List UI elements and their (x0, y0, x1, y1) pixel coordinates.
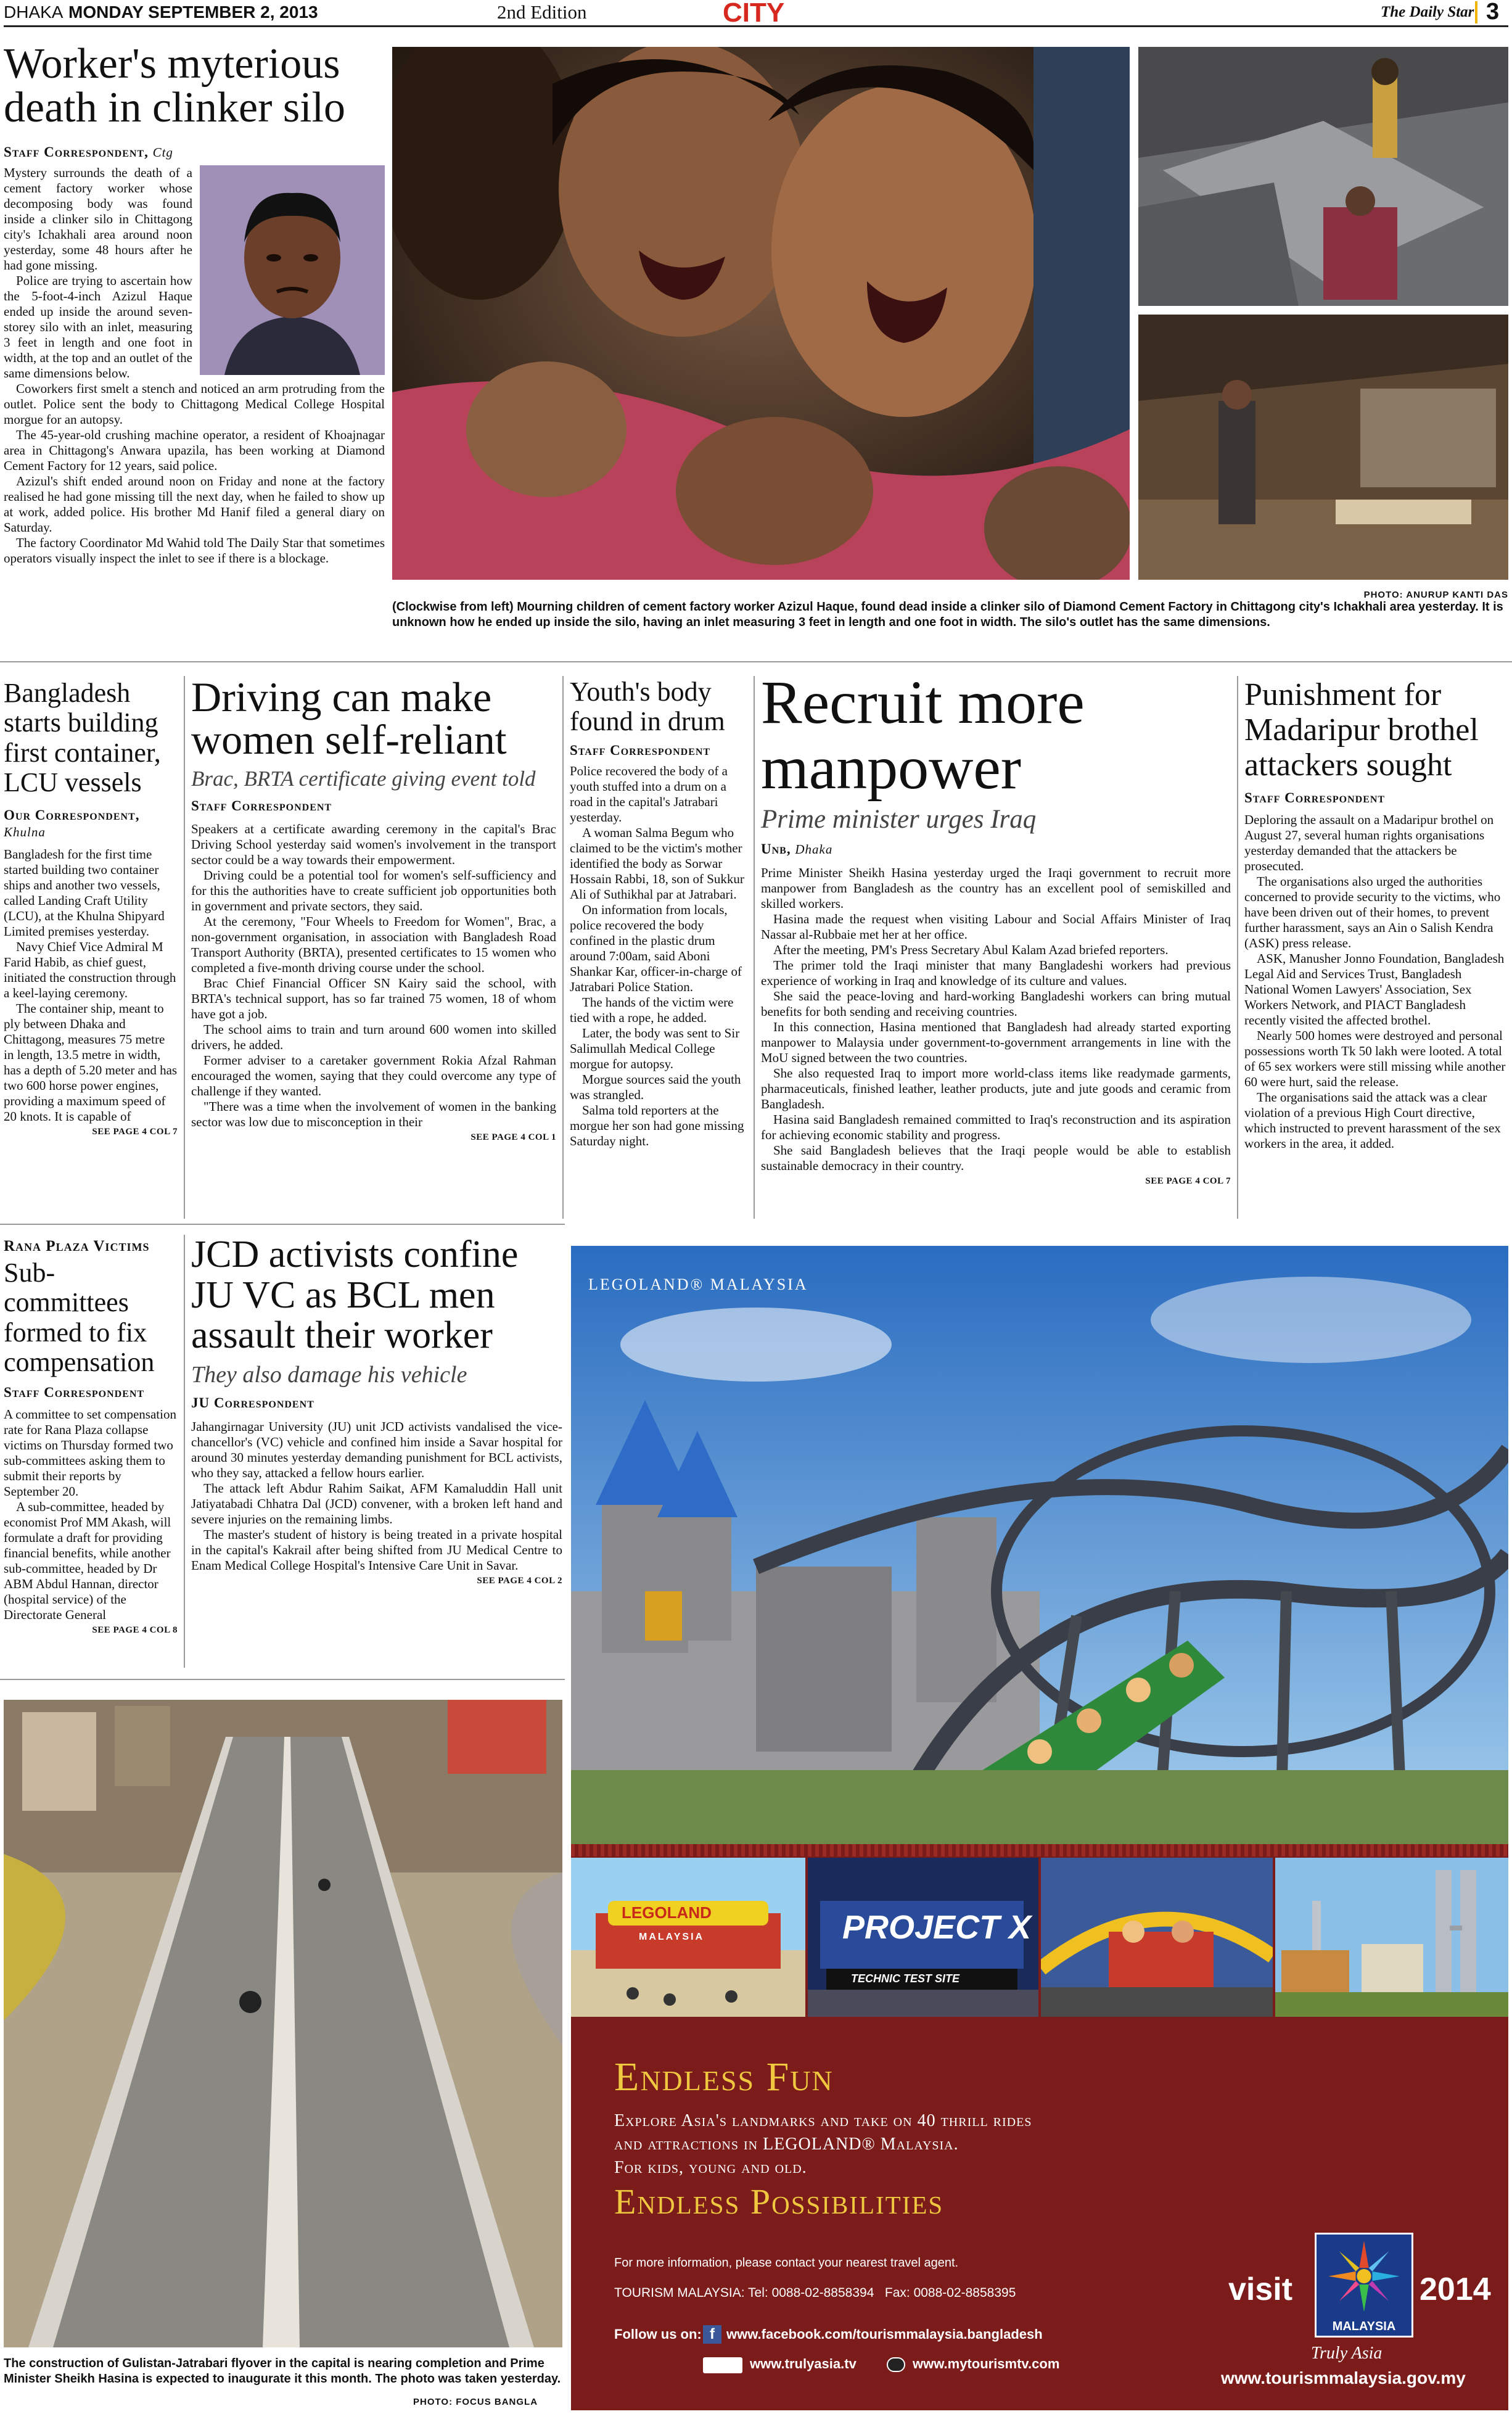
story-brothel (1244, 677, 1508, 1151)
headline: Sub-committees formed to fix compensation (4, 1258, 155, 1378)
jump-line: SEE PAGE 4 COL 7 (1145, 1176, 1231, 1186)
jump-line: SEE PAGE 4 COL 8 (92, 1625, 178, 1636)
mytourismtv-icon (887, 2357, 905, 2372)
section-label: CITY (723, 0, 785, 28)
silo-interior-photo (1138, 47, 1508, 306)
story-jcd (191, 1235, 562, 1586)
deck: Prime minister urges Iraq (761, 805, 1037, 834)
story-body: Police recovered the body of a youth stuffed into a drum on a road in the capital's Jatrabari yesterday. A woman Salma Begum who claimed to be the victim's mother identified the body as Sorwar Hossain Rabbi, 18, son of Sukkur Ali of Suthikhal par at Jatrabari. On information from locals, police recovered the body confined in the plastic drum around 7:00am, said Aboni Shankar Kar, officer-in-charge of Jatrabari Police Station. The hands of the victim were tied with a rope, he added. Later, the body was sent to Sir Salimullah Medical College morgue for autopsy. Morgue sources said the youth was strangled. Salma told reporters at the morgue her son had gone missing Saturday night. (570, 764, 744, 1149)
project-x-sub: TECHNIC TEST SITE (851, 1972, 960, 1985)
byline: Our Correspondent, Khulna (4, 807, 140, 840)
visit-malaysia-logo (1228, 2233, 1491, 2338)
masthead-date: MONDAY SEPTEMBER 2, 2013 (68, 2, 318, 22)
ad-follow-label: Follow us on: (614, 2326, 702, 2342)
headline: Recruit more manpower (761, 668, 1085, 802)
legoland-sign: LEGOLAND (622, 1903, 712, 1922)
masthead-divider (1475, 1, 1477, 23)
story-vessels (4, 678, 178, 1137)
headline: Bangladesh starts building first container, LCU vessels (4, 678, 161, 798)
silo-outlet-photo (1138, 315, 1508, 580)
project-x-image (808, 1858, 1038, 2017)
visit-label: visit (1228, 2272, 1293, 2307)
ad-contact-phone: TOURISM MALAYSIA: Tel: 0088-02-8858394 Fax: 0088-02-8858395 (614, 2286, 1016, 2300)
flyover-photo (4, 1700, 562, 2347)
byline: JU Correspondent (191, 1395, 314, 1411)
story-body: Speakers at a certificate awarding ceremony in the capital's Brac Driving School yesterday said women's involvement in the transport sector could be a way towards their empowerment. Driving could be a potential tool for women's self-sufficiency and for this the authorities have to create sufficient job opportunities both in government and private sectors, they said. At the ceremony, "Four Wheels to Freedom for Women", Brac, a non-government organisation, in association with Bangladesh Road Transport Authority (BRTA), presented certificates to 15 women who completed a five-month driving course under the school. Brac Chief Financial Officer SN Kairy said the school, with BRTA's technical support, has so far trained 75 women, 18 of whom have got a job. The school aims to train and turn around 600 women into skilled drivers, he added. Former adviser to a caretaker government Rokia Afzal Rahman encouraged the women, saying that they could overcome any type of challenge if they wanted. "There was a time when the involvement of women in the banking sector was low due to misconception in their (191, 822, 556, 1130)
masthead-location: DHAKA (4, 2, 64, 22)
trulyasia-tv-icon (703, 2357, 742, 2373)
worker-portrait (200, 165, 385, 375)
story-body: Deploring the assault on a Madaripur brothel on August 27, several human rights organisations yesterday demanded that the attackers be prosecuted. The organisations also urged the authorities concerned to provide security to the victims, who have been driven out of their homes, to prevent further harassment, says an Ain o Salish Kendra (ASK) press release. ASK, Manusher Jonno Foundation, Bangladesh Legal Aid and Services Trust, Bangladesh National Women Lawyers' Association, Sex Workers Network, and PIACT Bangladesh recently visited the affected brothel. Nearly 500 homes were destroyed and personal possessions worth Tk 50 lakh were looted. A total of 65 sex workers were still missing while another 60 were hurt, said the release. The organisations said the attack was a clear violation of a previous High Court directive, which instructed to prevent harassment of the sex workers in the area, it added. (1244, 812, 1506, 1151)
project-x-sign: PROJECT X (842, 1909, 1032, 1946)
story-body: Jahangirnagar University (JU) unit JCD activists vandalised the vice-chancellor's (VC) vehicle and confined him inside a Savar hospital for around 30 minutes yesterday demanding punishment for BCL activists, who they say, attacked a fellow hours earlier. The attack left Abdur Rahim Saikat, AFM Kamaluddin Hall unit Jatiyatabadi Chhatra Dal (JCD) convener, with a broken left hand and severe injuries on the remaining limbs. The master's student of history is being treated in a private hospital in the capital's Kakrail after being shifted from JU Medical Centre to Enam Medical College Hospital's Intensive Care Unit in Savar. (191, 1419, 562, 1573)
story-rana-plaza (4, 1237, 178, 1636)
headline: Youth's body found in drum (570, 677, 725, 737)
facebook-icon[interactable]: f (703, 2325, 721, 2344)
byline: Unb, Dhaka (761, 841, 833, 857)
masthead (4, 0, 1508, 27)
photo-caption-top: (Clockwise from left) Mourning children of cement factory worker Azizul Haque, found dead inside a clinker silo of Diamond Cement Factory in Chittagong city's Ichakhali area yesterday. It is unknown how he ended up inside the silo, having an inlet measuring 3 feet in length and one foot in width. The silo's outlet has the same dimensions. (392, 600, 1503, 629)
deck: They also damage his vehicle (191, 1362, 467, 1388)
ad-tagline: Truly Asia (1311, 2344, 1383, 2363)
page-number: 3 (1486, 0, 1500, 25)
headline: Worker's myterious death in clinker silo (4, 40, 346, 132)
legoland-gate-image (571, 1858, 805, 2017)
paper-name: The Daily Star (1381, 4, 1474, 20)
malaysia-flower-icon (1315, 2233, 1413, 2338)
trulyasia-link[interactable]: www.trulyasia.tv (750, 2356, 857, 2371)
ad-website[interactable]: www.tourismmalaysia.gov.my (1221, 2368, 1466, 2387)
story-driving (191, 676, 556, 1143)
jump-line: SEE PAGE 4 COL 7 (92, 1126, 178, 1137)
legoland-sign-sub: MALAYSIA (639, 1932, 705, 1942)
photo-credit-top: PHOTO: ANURUP KANTI DAS (1363, 590, 1508, 600)
ride-photo (1041, 1858, 1273, 2017)
story-body: A committee to set compensation rate for Rana Plaza collapse victims on Thursday formed two sub-committees asking them to submit their reports by September 20. A sub-committee, headed by economist Prof MM Akash, will formulate a draft for providing financial benefits, while another sub-committee, headed by Dr ABM Abdul Hannan, director (hospital service) of the Directorate General (4, 1407, 176, 1623)
jump-line: SEE PAGE 4 COL 1 (470, 1132, 556, 1143)
story-youth-body (570, 677, 750, 1149)
facebook-link[interactable]: www.facebook.com/tourismmalaysia.bangladesh (726, 2326, 1043, 2342)
mourning-children-photo (392, 47, 1130, 580)
photo-caption-bottom: The construction of Gulistan-Jatrabari flyover in the capital is nearing completion and Prime Minister Sheikh Hasina is expected to inaugurate it this month. The photo was taken yesterday. (4, 2357, 561, 2386)
masthead-edition: 2nd Edition (497, 1, 587, 23)
miniland-towers-image (1275, 1858, 1508, 2017)
visit-year: 2014 (1420, 2272, 1491, 2307)
byline: Staff Correspondent (1244, 789, 1386, 805)
byline: Staff Correspondent, Ctg (4, 144, 173, 160)
byline: Staff Correspondent (191, 797, 332, 814)
photo-credit-bottom: PHOTO: FOCUS BANGLA (413, 2397, 538, 2407)
ad-brand-line: LEGOLAND® MALAYSIA (588, 1275, 808, 1293)
story-body: Bangladesh for the first time started building two container ships and another two vessels, called Landing Craft Utility (LCU), at the Khulna Shipyard Limited premises yesterday. Navy Chief Vice Admiral M Farid Habib, as chief guest, initiated the construction through a keel-laying ceremony. The container ship, meant to ply between Dhaka and Chittagong, measures 75 metre in length, 13.5 metre in width, has a depth of 5.20 meter and has two 600 horse power engines, providing a maximum speed of 20 knots. It is capable of (4, 846, 178, 1124)
story-manpower (761, 670, 1231, 1187)
story-worker-death (4, 42, 385, 566)
story-body: Prime Minister Sheikh Hasina yesterday urged the Iraqi government to recruit more manpower from Bangladesh as the country has an excellent pool of semiskilled and skilled workers. Hasina made the request when visiting Labour and Social Affairs Minister of Iraq Nassar al-Rubbaie met her at her office. After the meeting, PM's Press Secretary Abul Kalam Azad briefed reporters. The primer told the Iraqi minister that many Bangladeshi workers had previous experience of working in Iraq and knowledge of its culture and values. She said the peace-loving and hard-working Bangladeshi workers can bring mutual benefits for both sending and receiving countries. In this connection, Hasina mentioned that Bangladesh had already started exporting manpower to Malaysia under government-to-government arrangements in line with the MoU signed between the two countries. She also requested Iraq to import more world-class items like readymade garments, pharmaceuticals, finished leather, leather products, jute and jute goods and ceramic from Bangladesh. Hasina said Bangladesh remained committed to Iraq's reconstruction and its aspiration for achieving economic stability and progress. She said Bangladesh believes that the Iraqi people would be able to establish sustainable democracy in their country. (761, 865, 1231, 1173)
byline: Staff Correspondent (4, 1384, 145, 1400)
headline: Punishment for Madaripur brothel attackers sought (1244, 677, 1479, 783)
legoland-ad[interactable] (571, 1246, 1508, 2410)
mytourismtv-link[interactable]: www.mytourismtv.com (913, 2356, 1060, 2371)
byline: Staff Correspondent (570, 742, 711, 758)
headline: Driving can make women self-reliant (191, 674, 507, 764)
rollercoaster-image (571, 1246, 1508, 1856)
ad-contact-intro: For more information, please contact your nearest travel agent. (614, 2256, 959, 2270)
ad-headline-fun: Endless Fun (614, 2054, 834, 2099)
ad-headline-possibilities: Endless Possibilities (614, 2181, 944, 2222)
headline: JCD activists confine JU VC as BCL men assault their worker (191, 1234, 519, 1357)
story-body: Mystery surrounds the death of a cement factory worker whose decomposing body was found inside a clinker silo in Chittagong city's Ichakhali area around noon yesterday, some 48 hours after he had gone missing. Police are trying to ascertain how the 5-foot-4-inch Azizul Haque ended up inside the around seven-storey silo with an inlet, measuring 3 feet in length and one foot in width, at the top and an outlet of the same dimensions below. Coworkers first smelt a stench and noticed an arm protruding from the outlet. Police sent the body to Chittagong Medical College Hospital morgue for an autopsy. The 45-year-old crushing machine operator, a resident of Khoajnagar area in Chittagong's Anwara upazila, has been working at Diamond Cement Factory for 12 years, said police. Azizul's shift ended around noon on Friday and none at the factory realised he had gone missing till the next day, when he failed to show up at work, added police. His brother Md Hanif filed a general diary on Saturday. The factory Coordinator Md Wahid told The Daily Star that sometimes operators visually inspect the inlet to see if there is a blockage. (4, 165, 385, 566)
ad-body: Explore Asia's landmarks and take on 40 thrill rides and attractions in LEGOLAND® Malaysia. For kids, young and old. (614, 2111, 1032, 2177)
visit-country: MALAYSIA (1332, 2320, 1396, 2333)
deck: Brac, BRTA certificate giving event told (191, 766, 536, 791)
jump-line: SEE PAGE 4 COL 2 (477, 1575, 562, 1586)
kicker: Rana Plaza Victims (4, 1238, 150, 1254)
